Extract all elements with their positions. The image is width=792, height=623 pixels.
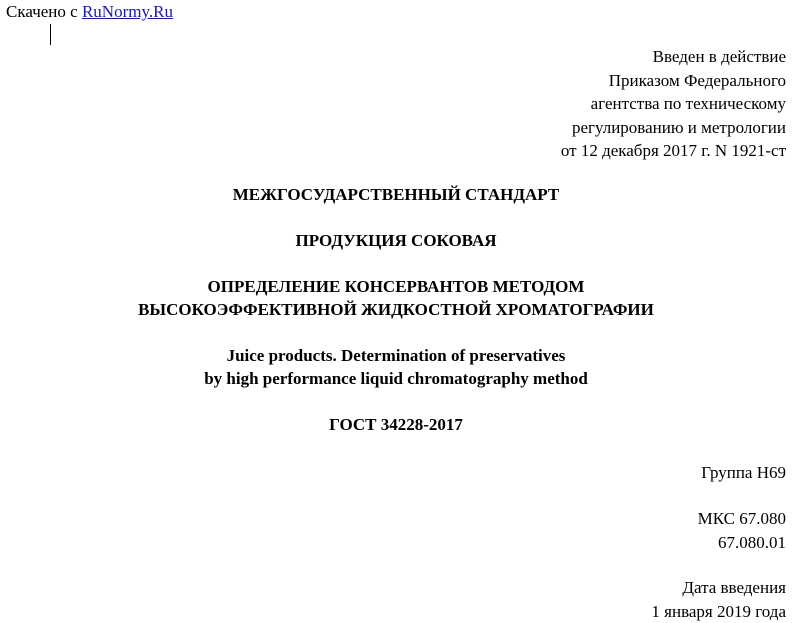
mks-line: 67.080.01 — [698, 531, 786, 555]
source-prefix: Скачено с — [6, 2, 82, 21]
english-title-line: Juice products. Determination of preservatives — [0, 344, 792, 367]
source-link[interactable]: RuNormy.Ru — [82, 2, 173, 21]
source-line — [6, 2, 173, 22]
intro-line: от 12 декабря 2017 г. N 1921-ст — [561, 139, 786, 163]
text-cursor — [50, 24, 51, 45]
intro-line: регулированию и метрологии — [561, 116, 786, 140]
english-title — [0, 344, 792, 390]
product-title: ПРОДУКЦИЯ СОКОВАЯ — [0, 229, 792, 252]
subject-title — [0, 275, 792, 321]
subject-title-line: ВЫСОКОЭФФЕКТИВНОЙ ЖИДКОСТНОЙ ХРОМАТОГРАФИИ — [0, 298, 792, 321]
standard-designation: ГОСТ 34228-2017 — [0, 413, 792, 436]
subject-title-line: ОПРЕДЕЛЕНИЕ КОНСЕРВАНТОВ МЕТОДОМ — [0, 275, 792, 298]
intro-line: Приказом Федерального — [561, 69, 786, 93]
effective-date-block — [651, 576, 786, 623]
effective-date-value: 1 января 2019 года — [651, 600, 786, 623]
introduction-block — [561, 45, 786, 163]
intro-line: Введен в действие — [561, 45, 786, 69]
standard-type-title: МЕЖГОСУДАРСТВЕННЫЙ СТАНДАРТ — [0, 183, 792, 206]
english-title-line: by high performance liquid chromatography method — [0, 367, 792, 390]
effective-date-label: Дата введения — [651, 576, 786, 600]
mks-block — [698, 507, 786, 554]
mks-line: МКС 67.080 — [698, 507, 786, 531]
group-label: Группа Н69 — [701, 461, 786, 485]
intro-line: агентства по техническому — [561, 92, 786, 116]
